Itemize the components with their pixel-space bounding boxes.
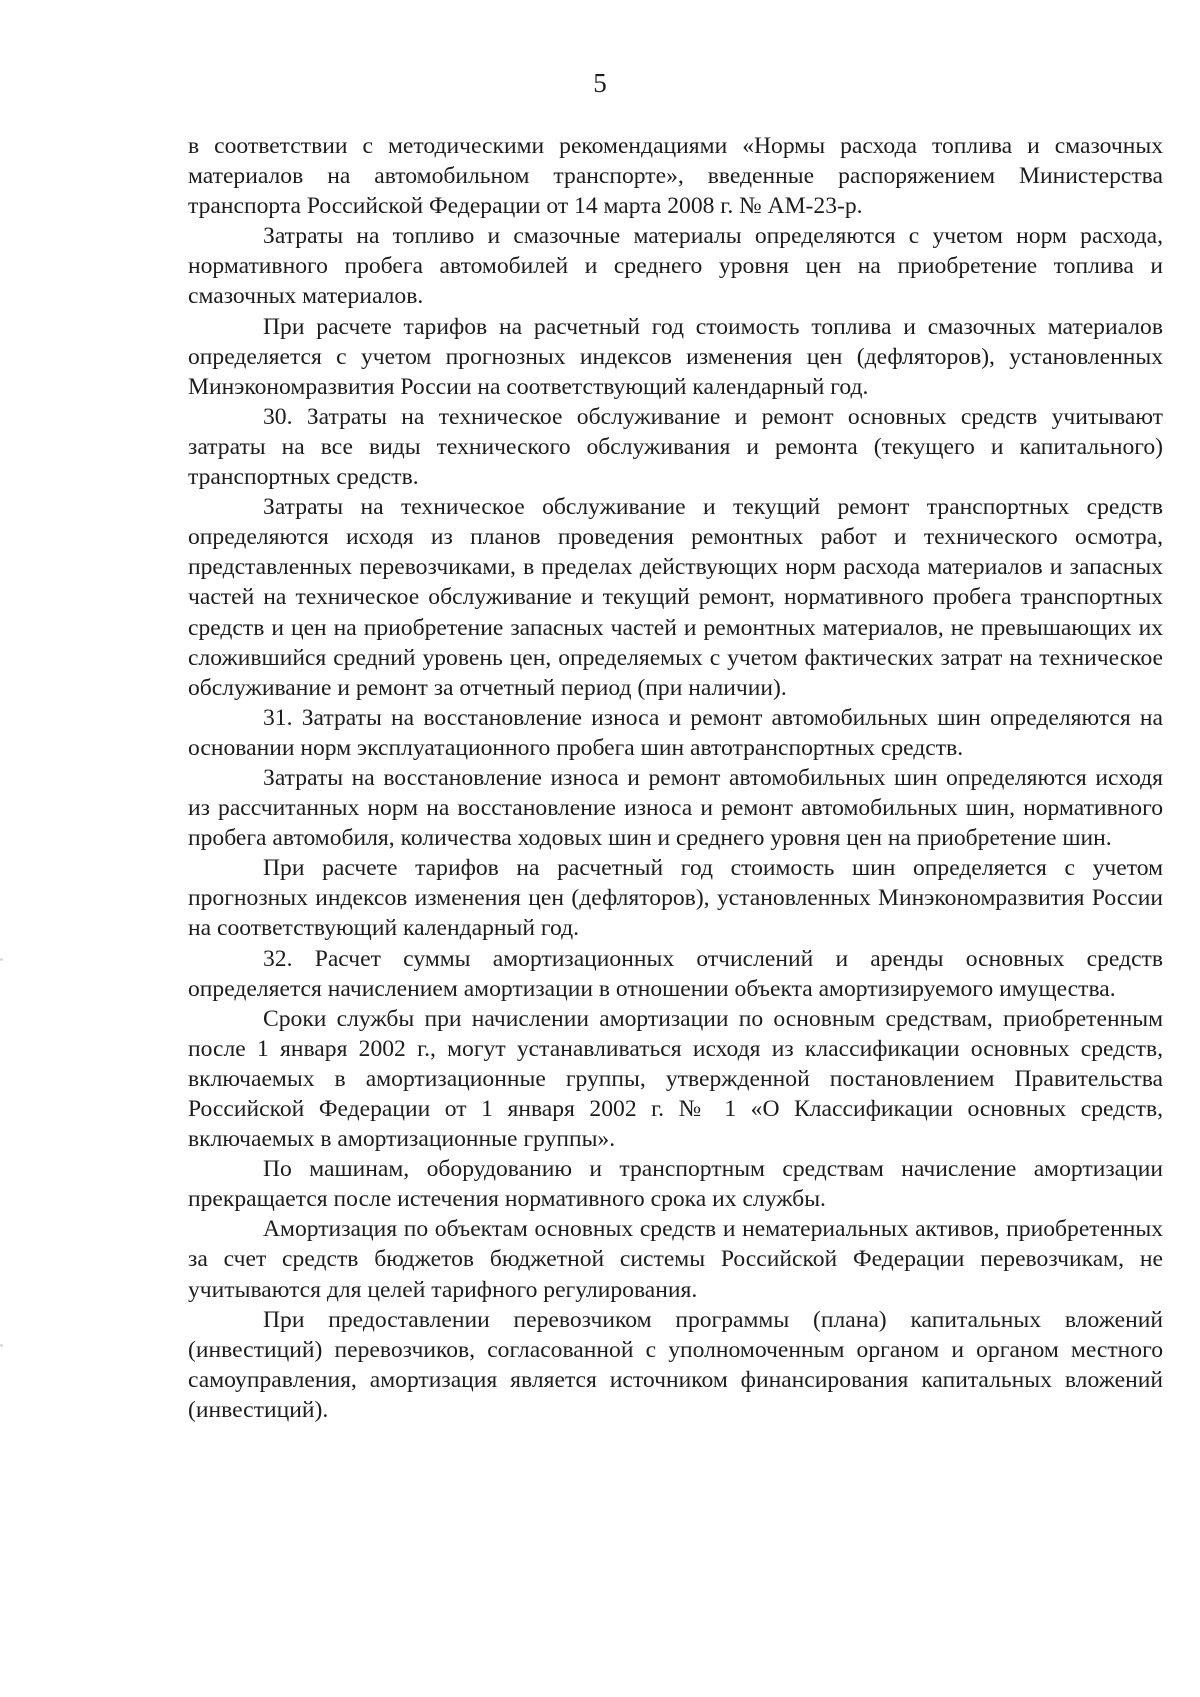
- paragraph-item-31: 31. Затраты на восстановление износа и ремонт автомобильных шин определяются на основании норм эксплуатационного пробега шин автотранспортных средств.: [188, 704, 1163, 761]
- paragraph-fuel-deflators: При расчете тарифов на расчетный год стоимость топлива и смазочных материалов определяется с учетом прогнозных индексов изменения цен (дефляторов), установленных Минэкономразвития России на соответствующий календарный год.: [188, 313, 1163, 400]
- paragraph-investment-program: При предоставлении перевозчиком программы (плана) капитальных вложений (инвестиций) перевозчиков, согласованной с уполномоченным органом и органом местного самоуправления, амортизация является источником финансирования капитальных вложений (инвестиций).: [188, 1306, 1163, 1423]
- paragraph-fuel-costs: Затраты на топливо и смазочные материалы определяются с учетом норм расхода, нормативного пробега автомобилей и среднего уровня цен на приобретение топлива и смазочных материалов.: [188, 223, 1163, 310]
- document-body: [188, 131, 1163, 1425]
- paragraph-depreciation-stop: По машинам, оборудованию и транспортным средствам начисление амортизации прекращается после истечения нормативного срока их службы.: [188, 1156, 1163, 1213]
- page-number: 5: [593, 68, 607, 98]
- paragraph-service-life: Сроки службы при начислении амортизации по основным средствам, приобретенным после 1 января 2002 г., могут устанавливаться исходя из классификации основных средств, включаемых в амортизационные группы, утвержденной постановлением Правительства Российской Федерации от 1 января 2002 г. № 1 «О Классификации основных средств, включаемых в амортизационные группы».: [188, 1005, 1163, 1153]
- scan-speck: [0, 1344, 3, 1347]
- paragraph-tire-deflators: При расчете тарифов на расчетный год стоимость шин определяется с учетом прогнозных индексов изменения цен (дефляторов), установленных Минэкономразвития России на соответствующий календарный год.: [188, 855, 1163, 942]
- scan-speck: [0, 958, 3, 961]
- paragraph-item-30: 30. Затраты на техническое обслуживание и ремонт основных средств учитывают затраты на все виды технического обслуживания и ремонта (текущего и капитального) транспортных средств.: [188, 403, 1163, 491]
- paragraph-budget-assets: Амортизация по объектам основных средств и нематериальных активов, приобретенных за счет средств бюджетов бюджетной системы Российской Федерации перевозчикам, не учитываются для целей тарифного регулирования.: [188, 1216, 1163, 1303]
- paragraph-tire-costs: Затраты на восстановление износа и ремонт автомобильных шин определяются исходя из рассчитанных норм на восстановление износа и ремонт автомобильных шин, нормативного пробега автомобиля, количества ходовых шин и среднего уровня цен на приобретение шин.: [188, 764, 1163, 852]
- paragraph-maintenance-costs: Затраты на техническое обслуживание и текущий ремонт транспортных средств определяются исходя из планов проведения ремонтных работ и технического осмотра, представленных перевозчиками, в пределах действующих норм расхода материалов и запасных частей на техническое обслуживание и текущий ремонт, нормативного пробега транспортных средств и цен на приобретение запасных частей и ремонтных материалов, не превышающих их сложившийся средний уровень цен, определяемых с учетом фактических затрат на техническое обслуживание и ремонт за отчетный период (при наличии).: [188, 494, 1163, 701]
- paragraph-item-32: 32. Расчет суммы амортизационных отчислений и аренды основных средств определяется начислением амортизации в отношении объекта амортизируемого имущества.: [188, 945, 1163, 1002]
- paragraph-continuation: в соответствии с методическими рекомендациями «Нормы расхода топлива и смазочных материалов на автомобильном транспорте», введенные распоряжением Министерства транспорта Российской Федерации от 14 марта 2008 г. № АМ-23-р.: [188, 133, 1163, 220]
